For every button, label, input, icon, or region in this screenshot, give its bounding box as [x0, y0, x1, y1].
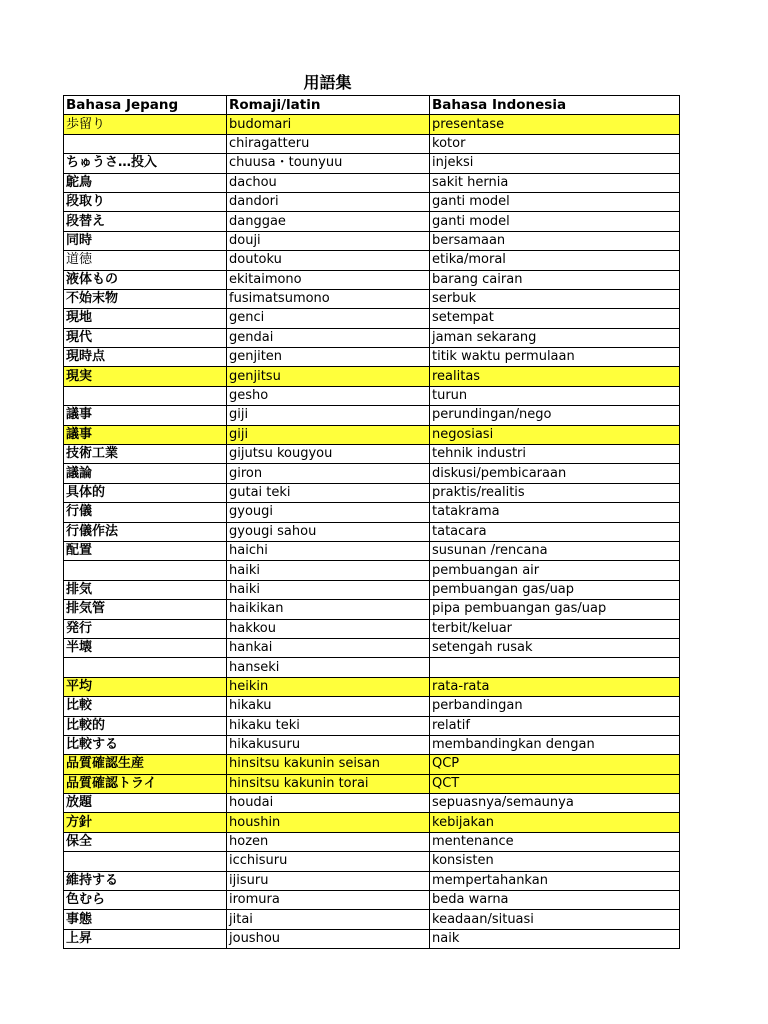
cell-japanese: 現時点 [64, 348, 227, 367]
cell-japanese: 液体もの [64, 270, 227, 289]
cell-romaji: giron [227, 464, 430, 483]
cell-indonesian: mentenance [430, 832, 680, 851]
cell-romaji: hinsitsu kakunin torai [227, 774, 430, 793]
table-row [64, 871, 680, 890]
cell-romaji: jitai [227, 910, 430, 929]
table-row [64, 677, 680, 696]
cell-indonesian: beda warna [430, 891, 680, 910]
cell-romaji: gendai [227, 328, 430, 347]
cell-japanese: 比較する [64, 735, 227, 754]
cell-romaji: ekitaimono [227, 270, 430, 289]
cell-indonesian [430, 658, 680, 677]
page-title: 用語集 [303, 73, 352, 92]
cell-romaji: haikikan [227, 600, 430, 619]
cell-japanese: 保全 [64, 832, 227, 851]
cell-indonesian: praktis/realitis [430, 483, 680, 502]
cell-romaji: gyougi [227, 503, 430, 522]
cell-japanese: ちゅうさ…投入 [64, 154, 227, 173]
table-row [64, 600, 680, 619]
cell-romaji: haiki [227, 561, 430, 580]
cell-romaji: houshin [227, 813, 430, 832]
cell-romaji: hinsitsu kakunin seisan [227, 755, 430, 774]
cell-romaji: dandori [227, 192, 430, 211]
table-row [64, 154, 680, 173]
table-row [64, 115, 680, 134]
cell-romaji: chuusa・tounyuu [227, 154, 430, 173]
cell-indonesian: tatakrama [430, 503, 680, 522]
cell-indonesian: sepuasnya/semaunya [430, 794, 680, 813]
cell-japanese [64, 561, 227, 580]
cell-japanese: 維持する [64, 871, 227, 890]
table-row [64, 561, 680, 580]
table-row [64, 716, 680, 735]
cell-japanese: 比較的 [64, 716, 227, 735]
table-row [64, 522, 680, 541]
cell-japanese: 議事 [64, 406, 227, 425]
cell-japanese: 放題 [64, 794, 227, 813]
cell-japanese: 品質確認トライ [64, 774, 227, 793]
cell-indonesian: QCT [430, 774, 680, 793]
cell-japanese: 配置 [64, 541, 227, 560]
cell-indonesian: barang cairan [430, 270, 680, 289]
cell-indonesian: presentase [430, 115, 680, 134]
cell-romaji: genjitsu [227, 367, 430, 386]
table-row [64, 289, 680, 308]
cell-romaji: dachou [227, 173, 430, 192]
table-row [64, 483, 680, 502]
cell-romaji: hozen [227, 832, 430, 851]
cell-romaji: joushou [227, 929, 430, 948]
cell-romaji: hankai [227, 638, 430, 657]
table-row [64, 348, 680, 367]
cell-romaji: ijisuru [227, 871, 430, 890]
cell-japanese: 現代 [64, 328, 227, 347]
table-row [64, 425, 680, 444]
cell-indonesian: pembuangan gas/uap [430, 580, 680, 599]
table-row [64, 794, 680, 813]
cell-romaji: budomari [227, 115, 430, 134]
table-row [64, 406, 680, 425]
table-row [64, 832, 680, 851]
cell-japanese [64, 658, 227, 677]
cell-indonesian: ganti model [430, 212, 680, 231]
table-row [64, 774, 680, 793]
table-row [64, 367, 680, 386]
cell-indonesian: negosiasi [430, 425, 680, 444]
cell-romaji: iromura [227, 891, 430, 910]
cell-japanese: 行儀作法 [64, 522, 227, 541]
table-row [64, 638, 680, 657]
table-row [64, 503, 680, 522]
cell-indonesian: ganti model [430, 192, 680, 211]
cell-japanese: 事態 [64, 910, 227, 929]
cell-indonesian: etika/moral [430, 251, 680, 270]
table-row [64, 541, 680, 560]
cell-romaji: giji [227, 406, 430, 425]
cell-indonesian: pipa pembuangan gas/uap [430, 600, 680, 619]
cell-romaji: hakkou [227, 619, 430, 638]
cell-japanese: 同時 [64, 231, 227, 250]
cell-japanese: 鴕鳥 [64, 173, 227, 192]
cell-romaji: gyougi sahou [227, 522, 430, 541]
cell-japanese [64, 852, 227, 871]
table-row [64, 755, 680, 774]
cell-romaji: fusimatsumono [227, 289, 430, 308]
cell-japanese: 半壊 [64, 638, 227, 657]
cell-indonesian: tatacara [430, 522, 680, 541]
cell-japanese [64, 134, 227, 153]
table-row [64, 212, 680, 231]
cell-romaji: houdai [227, 794, 430, 813]
table-row [64, 910, 680, 929]
table-row [64, 134, 680, 153]
cell-japanese: 現地 [64, 309, 227, 328]
cell-romaji: danggae [227, 212, 430, 231]
table-row [64, 852, 680, 871]
cell-indonesian: perbandingan [430, 697, 680, 716]
cell-romaji: doutoku [227, 251, 430, 270]
table-row [64, 929, 680, 948]
cell-indonesian: keadaan/situasi [430, 910, 680, 929]
cell-indonesian: setempat [430, 309, 680, 328]
cell-romaji: haichi [227, 541, 430, 560]
cell-indonesian: injeksi [430, 154, 680, 173]
cell-japanese: 議事 [64, 425, 227, 444]
table-row [64, 328, 680, 347]
cell-japanese: 品質確認生産 [64, 755, 227, 774]
cell-romaji: gutai teki [227, 483, 430, 502]
cell-indonesian: kotor [430, 134, 680, 153]
cell-japanese: 技術工業 [64, 445, 227, 464]
cell-romaji: douji [227, 231, 430, 250]
cell-romaji: hikaku teki [227, 716, 430, 735]
cell-indonesian: konsisten [430, 852, 680, 871]
cell-indonesian: terbit/keluar [430, 619, 680, 638]
cell-romaji: haiki [227, 580, 430, 599]
cell-romaji: genci [227, 309, 430, 328]
cell-japanese: 具体的 [64, 483, 227, 502]
cell-indonesian: titik waktu permulaan [430, 348, 680, 367]
cell-indonesian: tehnik industri [430, 445, 680, 464]
cell-romaji: icchisuru [227, 852, 430, 871]
cell-indonesian: diskusi/pembicaraan [430, 464, 680, 483]
glossary-rows [64, 115, 680, 949]
table-row [64, 891, 680, 910]
cell-indonesian: bersamaan [430, 231, 680, 250]
cell-japanese: 段替え [64, 212, 227, 231]
cell-indonesian: rata-rata [430, 677, 680, 696]
table-row [64, 464, 680, 483]
cell-japanese: 段取り [64, 192, 227, 211]
cell-indonesian: serbuk [430, 289, 680, 308]
cell-indonesian: membandingkan dengan [430, 735, 680, 754]
header-japanese: Bahasa Jepang [64, 96, 227, 115]
cell-japanese: 方針 [64, 813, 227, 832]
table-row [64, 251, 680, 270]
cell-japanese: 上昇 [64, 929, 227, 948]
table-row [64, 658, 680, 677]
table-row [64, 309, 680, 328]
cell-romaji: genjiten [227, 348, 430, 367]
cell-romaji: heikin [227, 677, 430, 696]
cell-japanese [64, 386, 227, 405]
table-row [64, 697, 680, 716]
cell-romaji: chiragatteru [227, 134, 430, 153]
glossary-table [63, 95, 680, 949]
cell-japanese: 現実 [64, 367, 227, 386]
cell-japanese: 議論 [64, 464, 227, 483]
cell-romaji: giji [227, 425, 430, 444]
header-romaji: Romaji/latin [227, 96, 430, 115]
cell-indonesian: turun [430, 386, 680, 405]
table-row [64, 445, 680, 464]
cell-romaji: hikakusuru [227, 735, 430, 754]
header-indonesian: Bahasa Indonesia [430, 96, 680, 115]
cell-romaji: hanseki [227, 658, 430, 677]
cell-japanese: 発行 [64, 619, 227, 638]
table-row [64, 173, 680, 192]
cell-indonesian: jaman sekarang [430, 328, 680, 347]
cell-japanese: 排気 [64, 580, 227, 599]
table-row [64, 619, 680, 638]
cell-romaji: hikaku [227, 697, 430, 716]
cell-indonesian: kebijakan [430, 813, 680, 832]
cell-indonesian: perundingan/nego [430, 406, 680, 425]
cell-japanese: 色むら [64, 891, 227, 910]
cell-indonesian: pembuangan air [430, 561, 680, 580]
cell-indonesian: mempertahankan [430, 871, 680, 890]
cell-japanese: 排気管 [64, 600, 227, 619]
table-row [64, 580, 680, 599]
cell-japanese: 平均 [64, 677, 227, 696]
table-row [64, 231, 680, 250]
cell-japanese: 比較 [64, 697, 227, 716]
header-row [64, 96, 680, 115]
cell-indonesian: QCP [430, 755, 680, 774]
cell-indonesian: relatif [430, 716, 680, 735]
cell-indonesian: realitas [430, 367, 680, 386]
table-row [64, 386, 680, 405]
table-row [64, 192, 680, 211]
cell-japanese: 道徳 [64, 251, 227, 270]
cell-romaji: gijutsu kougyou [227, 445, 430, 464]
table-row [64, 270, 680, 289]
cell-indonesian: naik [430, 929, 680, 948]
cell-indonesian: susunan /rencana [430, 541, 680, 560]
cell-japanese: 行儀 [64, 503, 227, 522]
cell-romaji: gesho [227, 386, 430, 405]
cell-indonesian: sakit hernia [430, 173, 680, 192]
table-row [64, 735, 680, 754]
cell-indonesian: setengah rusak [430, 638, 680, 657]
cell-japanese: 歩留り [64, 115, 227, 134]
table-row [64, 813, 680, 832]
cell-japanese: 不始末物 [64, 289, 227, 308]
